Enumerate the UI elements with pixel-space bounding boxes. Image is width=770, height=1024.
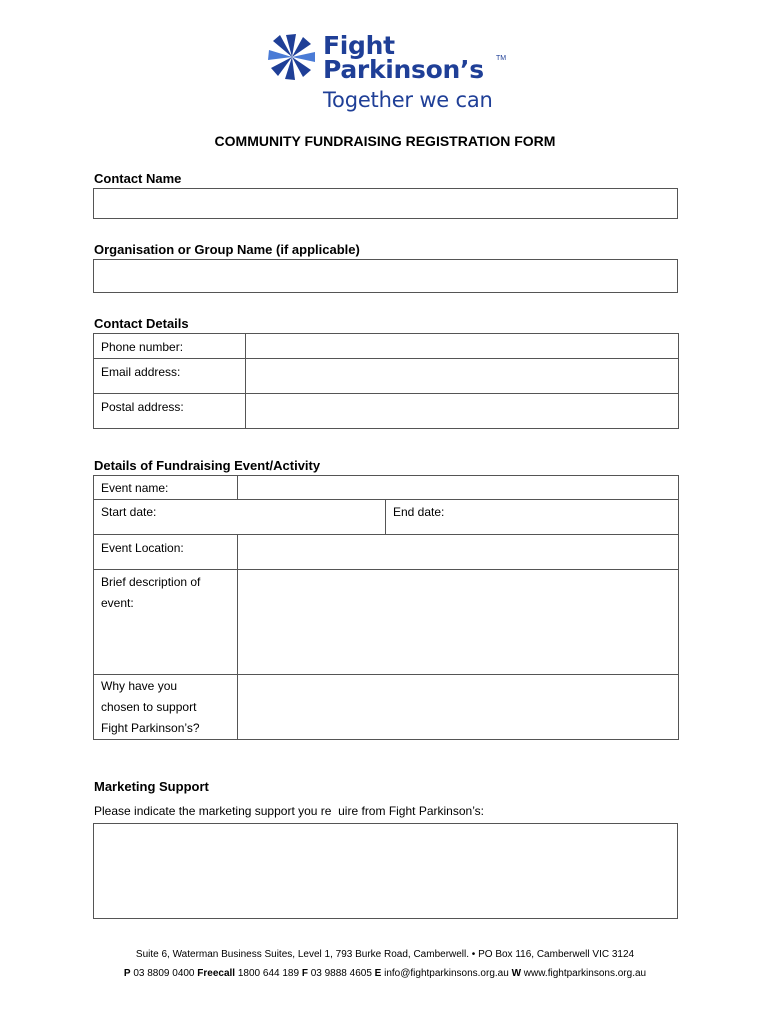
organisation-field[interactable] (93, 259, 678, 293)
postal-label: Postal address: (101, 400, 184, 414)
start-date-label: Start date: (101, 505, 157, 519)
why-support-label-line2: chosen to support (101, 700, 197, 714)
marketing-support-textarea[interactable] (94, 824, 677, 918)
marketing-prompt: Please indicate the marketing support you re uire from Fight Parkinson’s: (94, 804, 484, 818)
logo-word-parkinsons: Parkinson’s (323, 55, 484, 84)
contact-name-field[interactable] (93, 188, 678, 219)
location-label-cell (94, 535, 238, 570)
why-support-label-cell (94, 675, 238, 740)
logo-trademark: TM (496, 55, 507, 62)
fight-parkinsons-logo-icon (265, 32, 319, 82)
contact-name-input[interactable] (94, 189, 677, 218)
footer-phone: 03 8809 0400 (130, 968, 198, 979)
email-label: Email address: (101, 365, 181, 379)
footer-email[interactable]: info@fightparkinsons.org.au (381, 968, 512, 979)
footer-freecall-label: Freecall (197, 968, 236, 979)
start-date-field[interactable] (94, 500, 386, 535)
description-label-line1: Brief description of (101, 575, 201, 589)
email-label-cell (94, 359, 246, 394)
footer-web-label: W (511, 968, 522, 979)
footer-freecall: 1800 644 189 (235, 968, 302, 979)
footer-fax-label: F (301, 968, 308, 979)
description-label-line2: event: (101, 596, 134, 610)
email-field[interactable] (246, 359, 679, 394)
why-support-label-line3: Fight Parkinson’s? (101, 721, 200, 735)
description-label-cell (94, 570, 238, 675)
organisation-input[interactable] (94, 260, 677, 292)
footer-website[interactable]: www.fightparkinsons.org.au (521, 968, 647, 979)
event-name-label: Event name: (101, 481, 169, 495)
phone-label-cell (94, 334, 246, 359)
end-date-label: End date: (393, 505, 445, 519)
footer-phone-label: P (123, 968, 131, 979)
end-date-field[interactable] (386, 500, 679, 535)
footer-email-label: E (374, 968, 382, 979)
description-field[interactable] (238, 570, 679, 675)
location-label: Event Location: (101, 541, 184, 555)
logo-word-fight: Fight (323, 31, 395, 60)
marketing-support-field[interactable] (93, 823, 678, 919)
logo-tagline: Together we can (323, 88, 493, 112)
contact-name-heading: Contact Name (94, 171, 182, 186)
why-support-field[interactable] (238, 675, 679, 740)
event-name-field[interactable] (238, 476, 679, 500)
postal-field[interactable] (246, 394, 679, 429)
contact-details-table (93, 333, 679, 429)
footer-contacts (0, 968, 770, 979)
why-support-label-line1: Why have you (101, 679, 178, 693)
event-name-label-cell (94, 476, 238, 500)
footer-address: Suite 6, Waterman Business Suites, Level 1, 793 Burke Road, Camberwell. • PO Box 116, Camberwell VIC 3124 (135, 949, 635, 960)
organisation-heading: Organisation or Group Name (if applicable) (94, 242, 360, 257)
marketing-heading: Marketing Support (94, 779, 209, 794)
postal-label-cell (94, 394, 246, 429)
footer-fax: 03 9888 4605 (307, 968, 375, 979)
event-details-table (93, 475, 679, 740)
phone-label: Phone number: (101, 340, 184, 354)
form-title: COMMUNITY FUNDRAISING REGISTRATION FORM (214, 133, 556, 149)
phone-field[interactable] (246, 334, 679, 359)
event-details-heading: Details of Fundraising Event/Activity (94, 458, 321, 473)
location-field[interactable] (238, 535, 679, 570)
contact-details-heading: Contact Details (94, 316, 189, 331)
